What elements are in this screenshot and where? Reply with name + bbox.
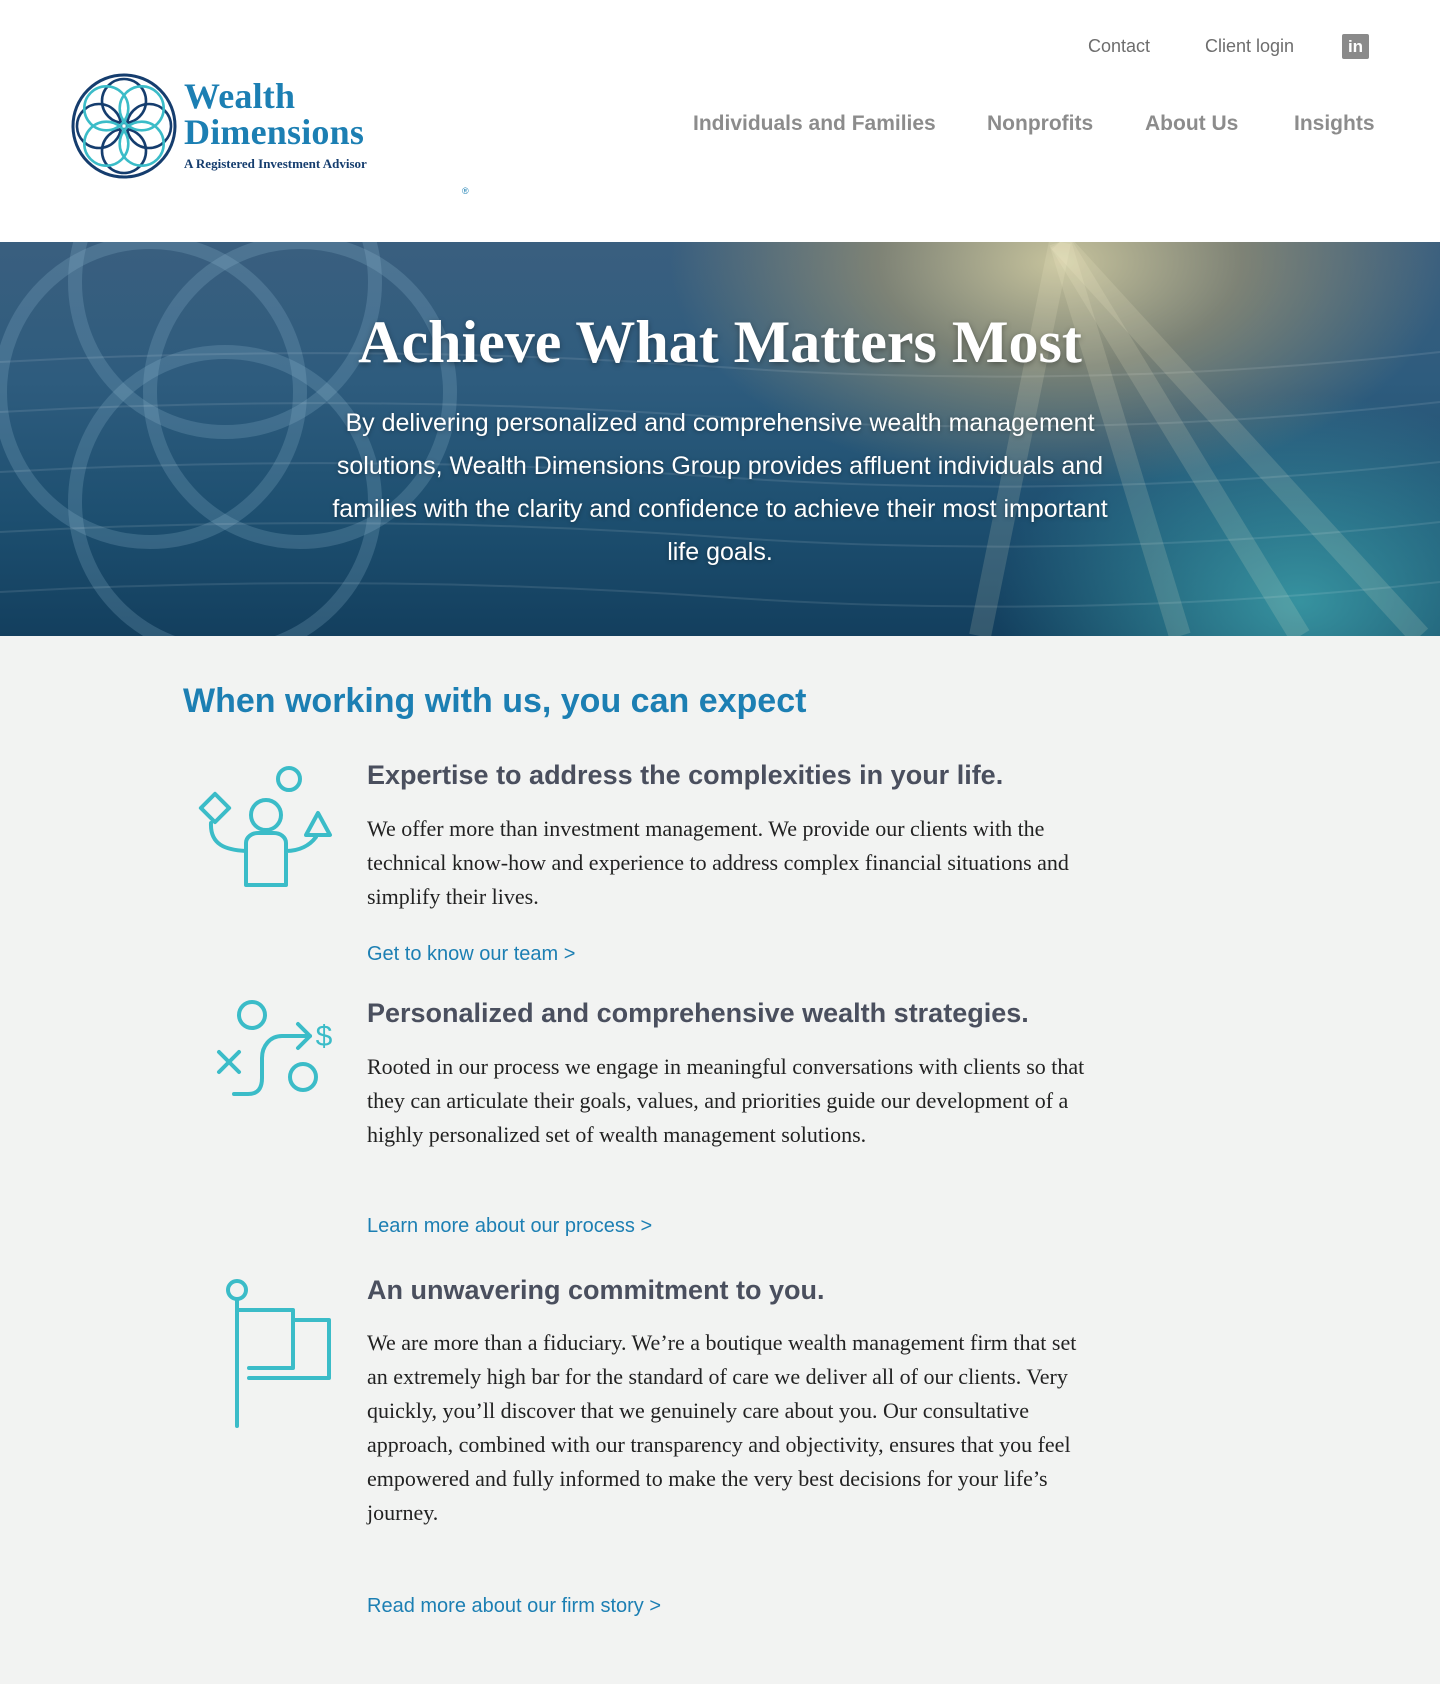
get-to-know-team-link[interactable]: Get to know our team > [367, 943, 576, 965]
feature-heading: An unwavering commitment to you. [367, 1275, 825, 1305]
svg-text:$: $ [315, 1020, 333, 1053]
logo-name-line2: Dimensions [184, 112, 365, 152]
section-title: When working with us, you can expect [183, 682, 807, 720]
nav-about-us[interactable]: About Us [1145, 112, 1239, 135]
feature-heading: Personalized and comprehensive wealth strategies. [367, 998, 1029, 1028]
nav-individuals-families[interactable]: Individuals and Families [693, 112, 936, 135]
logo-wordmark [184, 78, 367, 172]
read-firm-story-link[interactable]: Read more about our firm story > [367, 1595, 662, 1617]
contact-link[interactable]: Contact [1088, 36, 1151, 56]
flag-icon [225, 1278, 335, 1430]
client-login-link[interactable]: Client login [1205, 36, 1295, 56]
linkedin-icon[interactable]: in [1342, 34, 1369, 59]
site-header [0, 0, 1440, 242]
strategy-icon [212, 1000, 337, 1100]
logo-name-line1: Wealth [184, 76, 296, 116]
feature-body: Rooted in our process we engage in meaningful conversations with clients so that they can articulate their goals, values, and priorities guide our development of a highly personalized set of wealth management solutions. [367, 1054, 1085, 1147]
hero-title: Achieve What Matters Most [358, 309, 1082, 375]
hero-description: By delivering personalized and comprehensive wealth management solutions, Wealth Dimensions Group provides affluent individuals and families with the clarity and confidence to achieve their most important life goals. [332, 409, 1108, 566]
feature-body: We offer more than investment management. We provide our clients with the technical know-how and experience to address complex financial situations and simplify their lives. [367, 816, 1069, 909]
nav-insights[interactable]: Insights [1294, 112, 1375, 135]
feature-heading: Expertise to address the complexities in your life. [367, 760, 1004, 790]
nav-nonprofits[interactable]: Nonprofits [987, 112, 1094, 135]
learn-about-process-link[interactable]: Learn more about our process > [367, 1215, 653, 1237]
logo-rosette-icon [70, 72, 178, 180]
logo-tagline: A Registered Investment Advisor [184, 156, 367, 171]
hero-banner [0, 242, 1440, 636]
feature-body: We are more than a fiduciary. We’re a boutique wealth management firm that set an extremely high bar for the standard of care we deliver all of our clients. Very quickly, you’ll discover that we genuinely care about you. Our consultative approach, combined with our transparency and objectivity, ensures that you feel empowered and fully informed to make the very best decisions for your life’s journey. [367, 1330, 1077, 1525]
logo-link[interactable] [70, 70, 469, 196]
juggler-icon [198, 765, 333, 890]
registered-mark: ® [462, 186, 469, 196]
